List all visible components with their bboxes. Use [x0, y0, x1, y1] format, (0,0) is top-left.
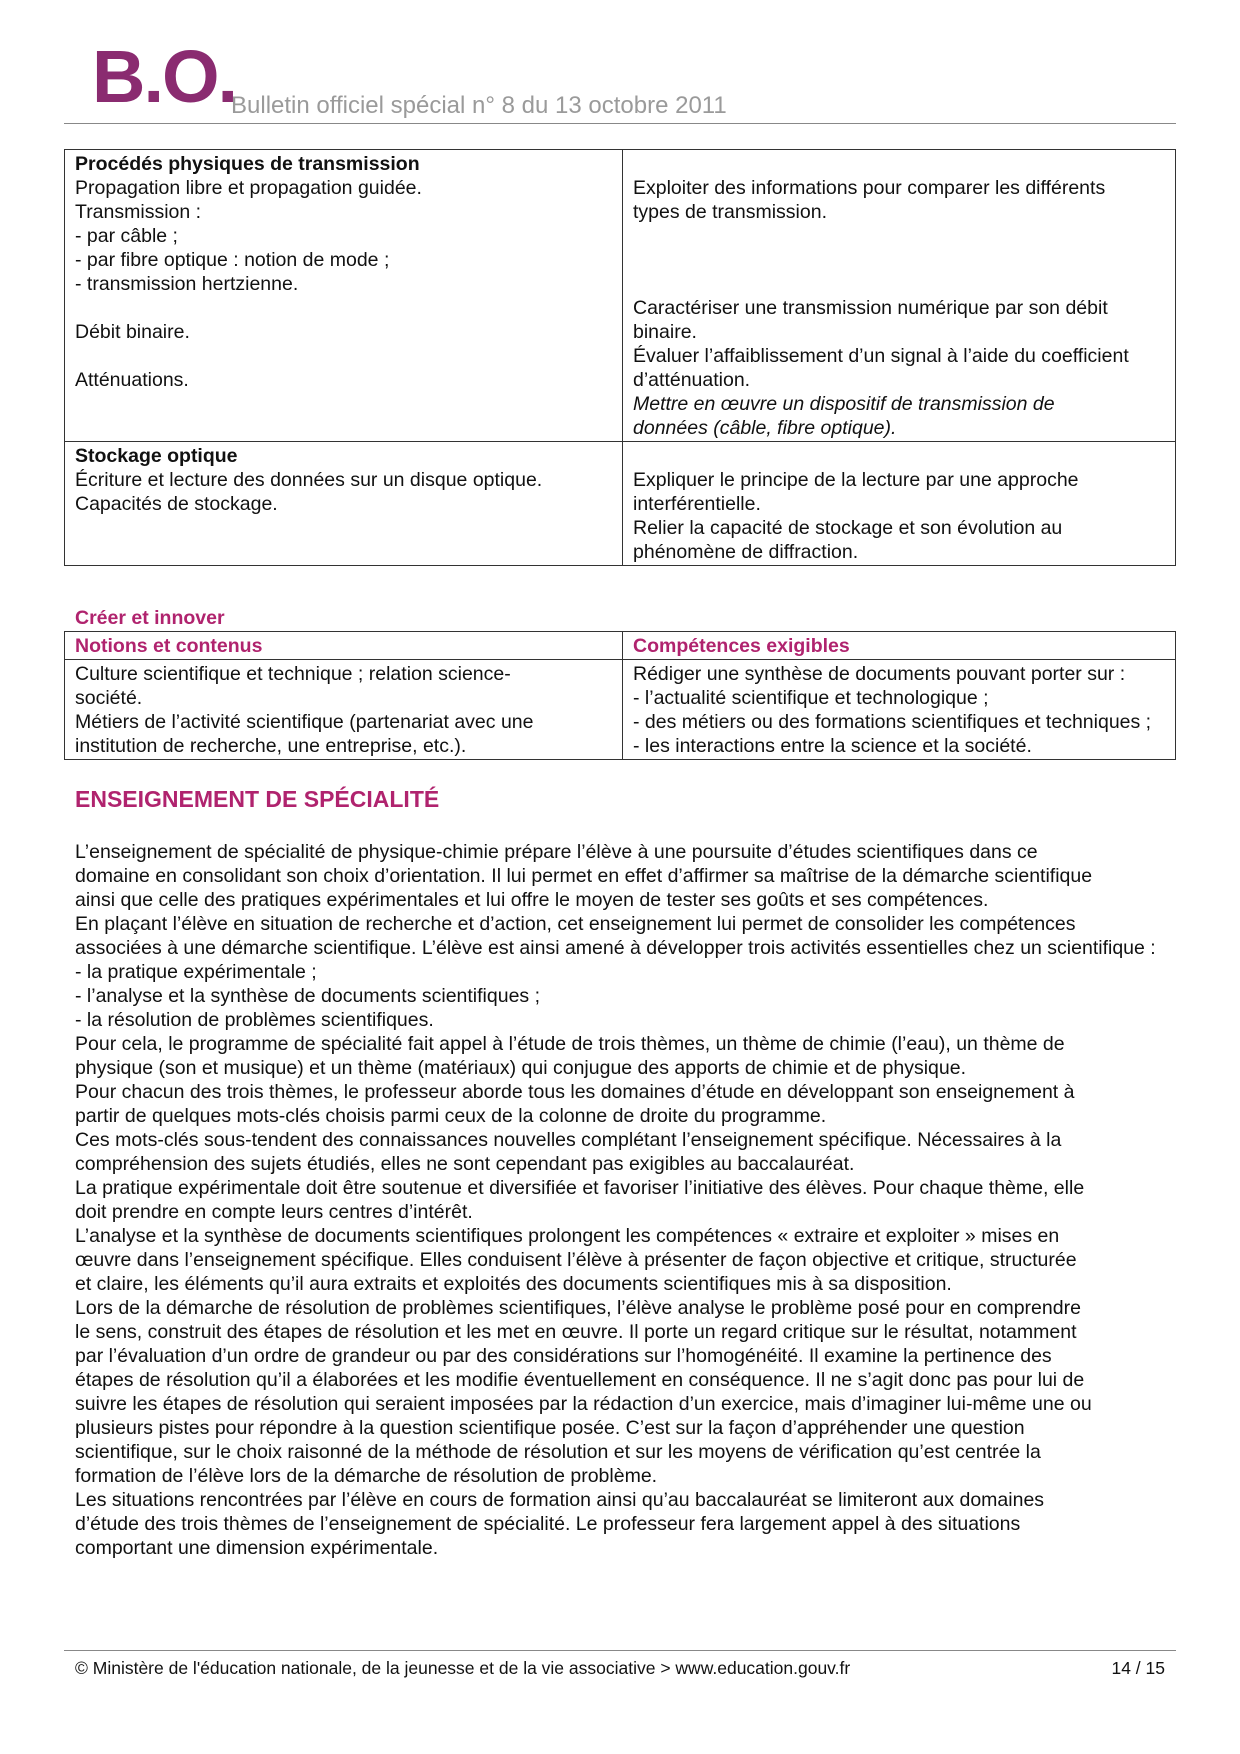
body-line: compréhension des sujets étudiés, elles ne sont cependant pas exigibles au baccalauréat.	[75, 1153, 855, 1175]
program-table-transmission	[64, 149, 1176, 566]
section-label-creer-innover: Créer et innover	[75, 607, 225, 629]
section-title-specialite: ENSEIGNEMENT DE SPÉCIALITÉ	[75, 786, 440, 812]
table-row	[65, 150, 1176, 442]
body-line: Ces mots-clés sous-tendent des connaissances nouvelles complétant l’enseignement spécifique. Nécessaires à la	[75, 1129, 1062, 1151]
notions-cell	[65, 660, 623, 760]
competence-line: Exploiter des informations pour comparer les différents	[633, 177, 1106, 199]
body-line: Pour cela, le programme de spécialité fait appel à l’étude de trois thèmes, un thème de chimie (l’eau), un thème de	[75, 1033, 1065, 1055]
body-line: œuvre dans l’enseignement spécifique. Elles conduisent l’élève à présenter de façon objective et critique, structurée	[75, 1249, 1077, 1271]
header-divider	[64, 123, 1176, 124]
competence-line: Expliquer le principe de la lecture par une approche	[633, 469, 1079, 491]
competences-cell	[623, 660, 1176, 760]
competence-line: - des métiers ou des formations scientifiques et techniques ;	[633, 711, 1152, 733]
competence-line: - les interactions entre la science et la société.	[633, 735, 1032, 757]
competence-line: types de transmission.	[633, 201, 828, 223]
body-line: Lors de la démarche de résolution de problèmes scientifiques, l’élève analyse le problème posé pour en comprendre	[75, 1297, 1081, 1319]
body-line: d’étude des trois thèmes de l’enseignement de spécialité. Le professeur fera largement appel à des situations	[75, 1513, 1021, 1535]
body-line: ainsi que celle des pratiques expérimentales et lui offre le moyen de tester ses goûts et ses compétences.	[75, 889, 989, 911]
body-line: le sens, construit des étapes de résolution et les met en œuvre. Il porte un regard critique sur le résultat, notamment	[75, 1321, 1077, 1343]
competence-line: binaire.	[633, 321, 697, 343]
competence-line: - l’actualité scientifique et technologique ;	[633, 687, 989, 709]
competence-line: phénomène de diffraction.	[633, 541, 859, 563]
body-line: physique (son et musique) et un thème (matériaux) qui conjugue des apports de chimie et de physique.	[75, 1057, 967, 1079]
notion-line: - par câble ;	[75, 225, 178, 247]
competence-line: Évaluer l’affaiblissement d’un signal à l’aide du coefficient	[633, 345, 1129, 367]
notion-line: Débit binaire.	[75, 321, 190, 343]
body-line: plusieurs pistes pour répondre à la question scientifique posée. C’est sur la façon d’appréhender une question	[75, 1417, 1025, 1439]
body-line: étapes de résolution qu’il a élaborées et les modifie éventuellement en conséquence. Il ne s’agit donc pas pour lui de	[75, 1369, 1085, 1391]
body-line: Les situations rencontrées par l’élève en cours de formation ainsi qu’au baccalauréat se limiteront aux domaines	[75, 1489, 1045, 1511]
competence-line-italic: données (câble, fibre optique).	[633, 417, 897, 439]
bo-logo: B.O.	[92, 35, 237, 118]
body-line: Pour chacun des trois thèmes, le professeur aborde tous les domaines d’étude en développant son enseignement à	[75, 1081, 1075, 1103]
body-line: suivre les étapes de résolution qui seraient imposées par la rédaction d’un exercice, mais d’imaginer lui-même une ou	[75, 1393, 1092, 1415]
competences-cell	[623, 442, 1176, 566]
notions-cell	[65, 442, 623, 566]
program-table-creer-innover	[64, 631, 1176, 760]
body-line: En plaçant l’élève en situation de recherche et d’action, cet enseignement lui permet de consolider les compétences	[75, 913, 1076, 935]
table-row	[65, 660, 1176, 760]
notion-line: Métiers de l’activité scientifique (partenariat avec une	[75, 711, 534, 733]
body-line: - l’analyse et la synthèse de documents scientifiques ;	[75, 985, 541, 1007]
notion-line: Écriture et lecture des données sur un disque optique.	[75, 469, 543, 491]
notion-line: institution de recherche, une entreprise, etc.).	[75, 735, 467, 757]
column-header-competences: Compétences exigibles	[623, 632, 1176, 660]
footer-divider	[64, 1650, 1176, 1651]
body-line: - la résolution de problèmes scientifiques.	[75, 1009, 434, 1031]
body-line: La pratique expérimentale doit être soutenue et diversifiée et favoriser l’initiative des élèves. Pour chaque thème, elle	[75, 1177, 1085, 1199]
body-line: associées à une démarche scientifique. L’élève est ainsi amené à développer trois activités essentielles chez un scientifique :	[75, 937, 1156, 959]
notion-line: Atténuations.	[75, 369, 189, 391]
competence-line: d’atténuation.	[633, 369, 751, 391]
column-header-notions: Notions et contenus	[65, 632, 623, 660]
competence-line: Caractériser une transmission numérique par son débit	[633, 297, 1108, 319]
body-line: partir de quelques mots-clés choisis parmi ceux de la colonne de droite du programme.	[75, 1105, 827, 1127]
competence-line-italic: Mettre en œuvre un dispositif de transmission de	[633, 393, 1055, 415]
topic-heading: Stockage optique	[75, 445, 238, 467]
body-line: L’analyse et la synthèse de documents scientifiques prolongent les compétences « extraire et exploiter » mises en	[75, 1225, 1060, 1247]
table-header-row	[65, 632, 1176, 660]
notion-line: - transmission hertzienne.	[75, 273, 299, 295]
topic-heading: Procédés physiques de transmission	[75, 153, 420, 175]
competence-line: Relier la capacité de stockage et son évolution au	[633, 517, 1063, 539]
competence-line: interférentielle.	[633, 493, 761, 515]
notion-line: Capacités de stockage.	[75, 493, 278, 515]
specialite-body-text	[75, 840, 1175, 1560]
notions-cell	[65, 150, 623, 442]
body-line: comportant une dimension expérimentale.	[75, 1537, 439, 1559]
body-line: et claire, les éléments qu’il aura extraits et exploités des documents scientifiques mis à sa disposition.	[75, 1273, 952, 1295]
competence-line: Rédiger une synthèse de documents pouvant porter sur :	[633, 663, 1126, 685]
footer-copyright: © Ministère de l'éducation nationale, de la jeunesse et de la vie associative > www.education.gouv.fr	[75, 1658, 851, 1678]
notion-line: Transmission :	[75, 201, 202, 223]
body-line: par l’évaluation d’un ordre de grandeur ou par des considérations sur l’homogénéité. Il examine la pertinence des	[75, 1345, 1052, 1367]
notion-line: - par fibre optique : notion de mode ;	[75, 249, 390, 271]
body-line: doit prendre en compte leurs centres d’intérêt.	[75, 1201, 473, 1223]
notion-line: Propagation libre et propagation guidée.	[75, 177, 422, 199]
page-number: 14 / 15	[1111, 1658, 1165, 1678]
notion-line: Culture scientifique et technique ; relation science-	[75, 663, 511, 685]
notion-line: société.	[75, 687, 143, 709]
body-line: scientifique, sur le choix raisonné de la méthode de résolution et sur les moyens de vérification qu’est centrée la	[75, 1441, 1041, 1463]
body-line: formation de l’élève lors de la démarche de résolution de problème.	[75, 1465, 658, 1487]
bulletin-title: Bulletin officiel spécial n° 8 du 13 octobre 2011	[231, 92, 727, 119]
body-line: - la pratique expérimentale ;	[75, 961, 317, 983]
body-line: L’enseignement de spécialité de physique-chimie prépare l’élève à une poursuite d’études scientifiques dans ce	[75, 841, 1038, 863]
competences-cell	[623, 150, 1176, 442]
body-line: domaine en consolidant son choix d’orientation. Il lui permet en effet d’affirmer sa maîtrise de la démarche scientifique	[75, 865, 1093, 887]
table-row	[65, 442, 1176, 566]
